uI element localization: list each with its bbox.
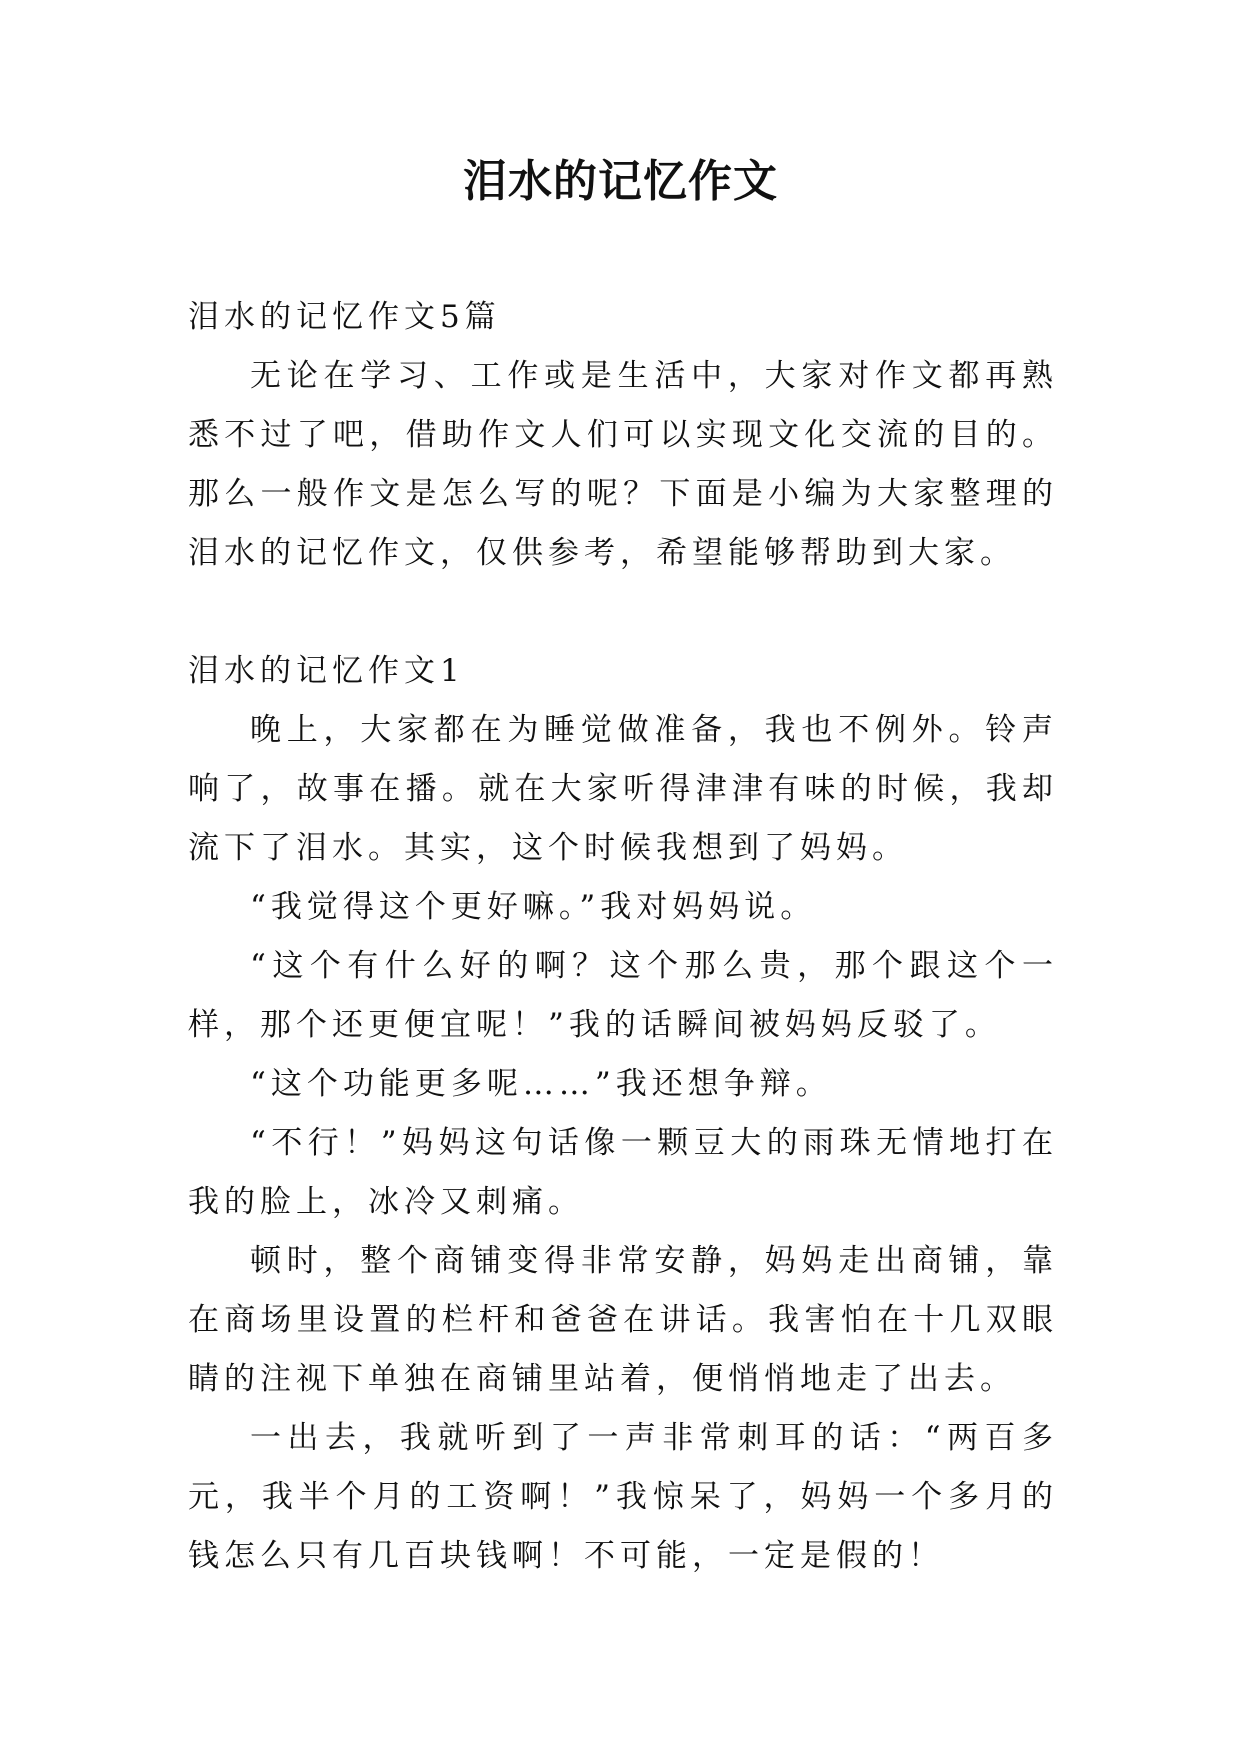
essay-1-paragraph: 一出去，我就听到了一声非常刺耳的话：“两百多元，我半个月的工资啊！”我惊呆了，妈妈一个多月的钱怎么只有几百块钱啊！不可能，一定是假的！ bbox=[188, 1420, 1058, 1574]
essay-1-paragraph: “我觉得这个更好嘛。”我对妈妈说。 bbox=[250, 889, 817, 925]
essay-1-paragraph: “这个功能更多呢……”我还想争辩。 bbox=[250, 1066, 832, 1102]
document-title: 泪水的记忆作文 bbox=[463, 156, 778, 207]
essay-1-paragraph: “这个有什么好的啊？这个那么贵，那个跟这个一样，那个还更便宜呢！”我的话瞬间被妈妈反驳了。 bbox=[188, 948, 1058, 1043]
essay-1-paragraph: 顿时，整个商铺变得非常安静，妈妈走出商铺，靠在商场里设置的栏杆和爸爸在讲话。我害怕在十几双眼睛的注视下单独在商铺里站着，便悄悄地走了出去。 bbox=[188, 1243, 1058, 1397]
essay-1-heading: 泪水的记忆作文1 bbox=[188, 653, 465, 689]
document-body bbox=[188, 288, 1058, 1586]
intro-paragraph: 无论在学习、工作或是生活中，大家对作文都再熟悉不过了吧，借助作文人们可以实现文化交流的目的。那么一般作文是怎么写的呢？下面是小编为大家整理的泪水的记忆作文，仅供参考，希望能够帮助到大家。 bbox=[188, 358, 1058, 571]
essay-1-paragraph: 晚上，大家都在为睡觉做准备，我也不例外。铃声响了，故事在播。就在大家听得津津有味的时候，我却流下了泪水。其实，这个时候我想到了妈妈。 bbox=[188, 712, 1058, 866]
essay-1-paragraph: “不行！”妈妈这句话像一颗豆大的雨珠无情地打在我的脸上，冰冷又刺痛。 bbox=[188, 1125, 1058, 1220]
collection-heading: 泪水的记忆作文5篇 bbox=[188, 299, 501, 335]
